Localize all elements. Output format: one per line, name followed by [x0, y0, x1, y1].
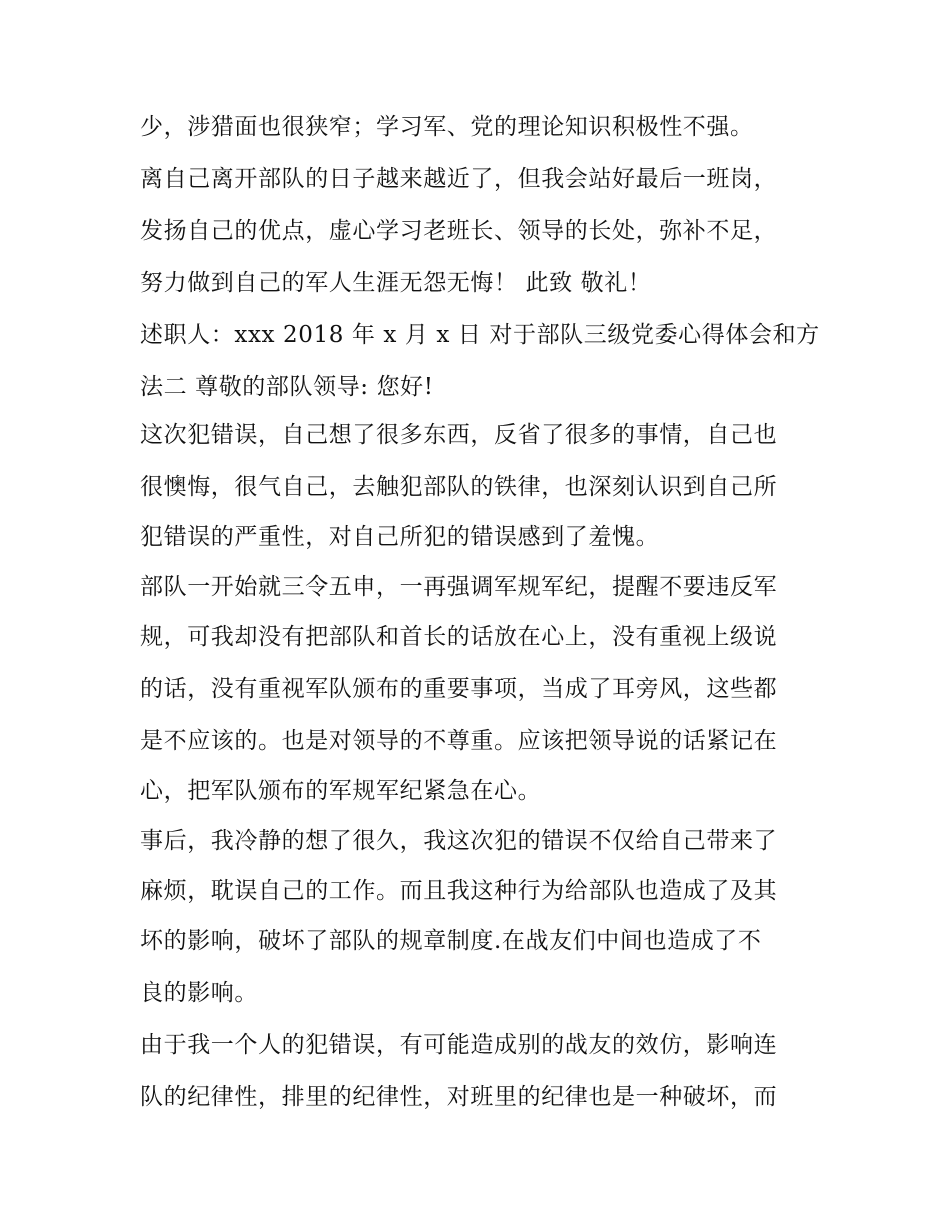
text-line: 法二 尊敬的部队领导: 您好!: [140, 374, 434, 400]
text-line: 少，涉猎面也很狭窄；学习军、党的理论知识积极性不强。: [140, 114, 754, 140]
text-line: 述职人：xxx 2018 年 x 月 x 日 对于部队三级党委心得体会和方: [140, 322, 820, 348]
text-line: 很懊悔，很气自己，去触犯部队的铁律，也深刻认识到自己所: [140, 474, 778, 500]
text-line: 事后，我冷静的想了很久，我这次犯的错误不仅给自己带来了: [140, 828, 778, 854]
text-line: 坏的影响，破坏了部队的规章制度.在战友们中间也造成了不: [140, 928, 762, 954]
text-line: 发扬自己的优点，虚心学习老班长、领导的长处，弥补不足，: [140, 218, 778, 244]
text-line: 队的纪律性，排里的纪律性，对班里的纪律也是一种破坏，而: [140, 1084, 778, 1110]
text-line: 是不应该的。也是对领导的不尊重。应该把领导说的话紧记在: [140, 728, 778, 754]
text-line: 由于我一个人的犯错误，有可能造成别的战友的效仿，影响连: [140, 1032, 778, 1058]
text-line: 良的影响。: [140, 980, 258, 1006]
text-line: 这次犯错误，自己想了很多东西，反省了很多的事情，自己也: [140, 422, 778, 448]
text-line: 努力做到自己的军人生涯无怨无悔！ 此致 敬礼！: [140, 270, 652, 296]
text-line: 离自己离开部队的日子越来越近了，但我会站好最后一班岗，: [140, 166, 778, 192]
text-line: 犯错误的严重性，对自己所犯的错误感到了羞愧。: [140, 524, 660, 550]
text-line: 部队一开始就三令五申，一再强调军规军纪，提醒不要违反军: [140, 574, 778, 600]
text-line: 心，把军队颁布的军规军纪紧急在心。: [140, 778, 542, 804]
text-line: 麻烦，耽误自己的工作。而且我这种行为给部队也造成了及其: [140, 878, 778, 904]
text-line: 的话，没有重视军队颁布的重要事项，当成了耳旁风，这些都: [140, 676, 778, 702]
text-line: 规，可我却没有把部队和首长的话放在心上，没有重视上级说: [140, 624, 778, 650]
